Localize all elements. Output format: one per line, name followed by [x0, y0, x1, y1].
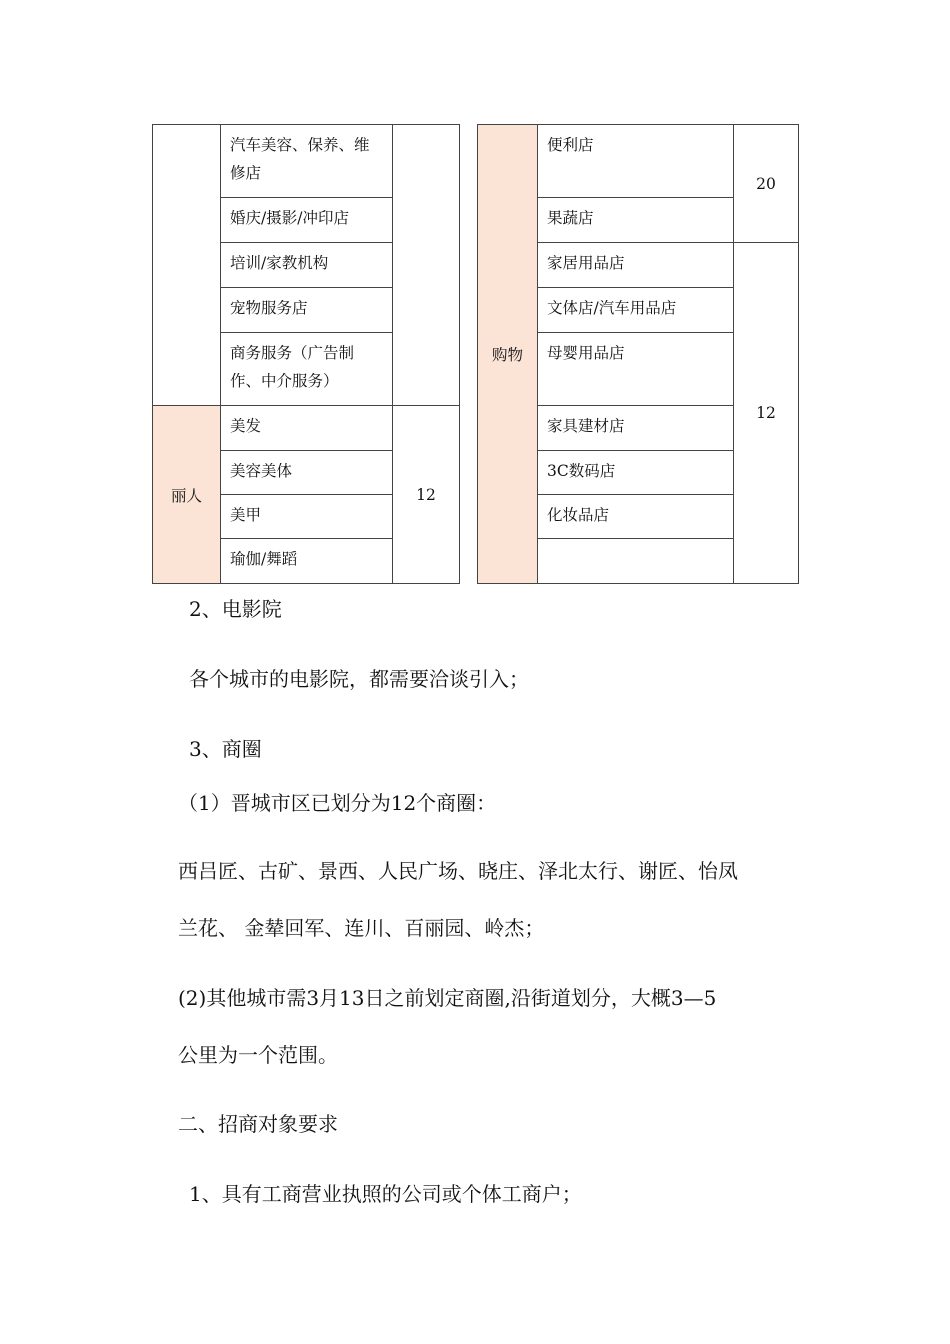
paragraph-district-sub1: （1）晋城市区已划分为12个商圈： — [178, 791, 497, 815]
table-cell-item: 美甲 — [221, 495, 393, 539]
table-cell-item: 化妆品店 — [538, 495, 734, 539]
table-cell-item: 美发 — [221, 406, 393, 451]
empty-count-cell — [393, 125, 460, 406]
paragraph-district-sub2-2: 公里为一个范围。 — [178, 1043, 338, 1067]
table-cell-item: 家居用品店 — [538, 243, 734, 288]
empty-category-cell — [153, 125, 221, 406]
category-cell-shopping: 购物 — [478, 125, 538, 584]
count-cell: 12 — [393, 406, 460, 584]
table-cell-item: 3C数码店 — [538, 451, 734, 495]
heading-section-2: 二、招商对象要求 — [178, 1112, 338, 1136]
empty-cell — [538, 539, 734, 584]
table-cell-item: 培训/家教机构 — [221, 243, 393, 288]
paragraph-cinema: 各个城市的电影院，都需要洽谈引入； — [189, 667, 529, 691]
paragraph-requirement-1: 1、具有工商营业执照的公司或个体工商户； — [189, 1182, 582, 1206]
right-category-table — [477, 124, 799, 584]
count-cell: 20 — [734, 125, 799, 243]
table-cell-item: 商务服务（广告制作、中介服务） — [221, 333, 393, 406]
table-cell-item: 果蔬店 — [538, 198, 734, 243]
table-cell-item: 婚庆/摄影/冲印店 — [221, 198, 393, 243]
table-cell-item: 美容美体 — [221, 451, 393, 495]
paragraph-district-list-1: 西吕匠、古矿、景西、人民广场、晓庄、泽北太行、谢匠、怡凤 — [178, 859, 738, 883]
count-cell: 12 — [734, 243, 799, 584]
paragraph-district-list-2: 兰花、 金辇回军、连川、百丽园、岭杰； — [178, 916, 545, 940]
table-cell-item: 家具建材店 — [538, 406, 734, 451]
table-cell-item: 宠物服务店 — [221, 288, 393, 333]
table-cell-item: 母婴用品店 — [538, 333, 734, 406]
table-cell-item: 汽车美容、保养、维修店 — [221, 125, 393, 198]
heading-cinema: 2、电影院 — [189, 597, 282, 621]
table-cell-item: 便利店 — [538, 125, 734, 198]
paragraph-district-sub2-1: (2)其他城市需3月13日之前划定商圈,沿街道划分，大概3—5 — [178, 986, 717, 1010]
category-cell-liren: 丽人 — [153, 406, 221, 584]
table-cell-item: 瑜伽/舞蹈 — [221, 539, 393, 584]
heading-business-district: 3、商圈 — [189, 737, 262, 761]
left-category-table — [152, 124, 460, 584]
table-cell-item: 文体店/汽车用品店 — [538, 288, 734, 333]
